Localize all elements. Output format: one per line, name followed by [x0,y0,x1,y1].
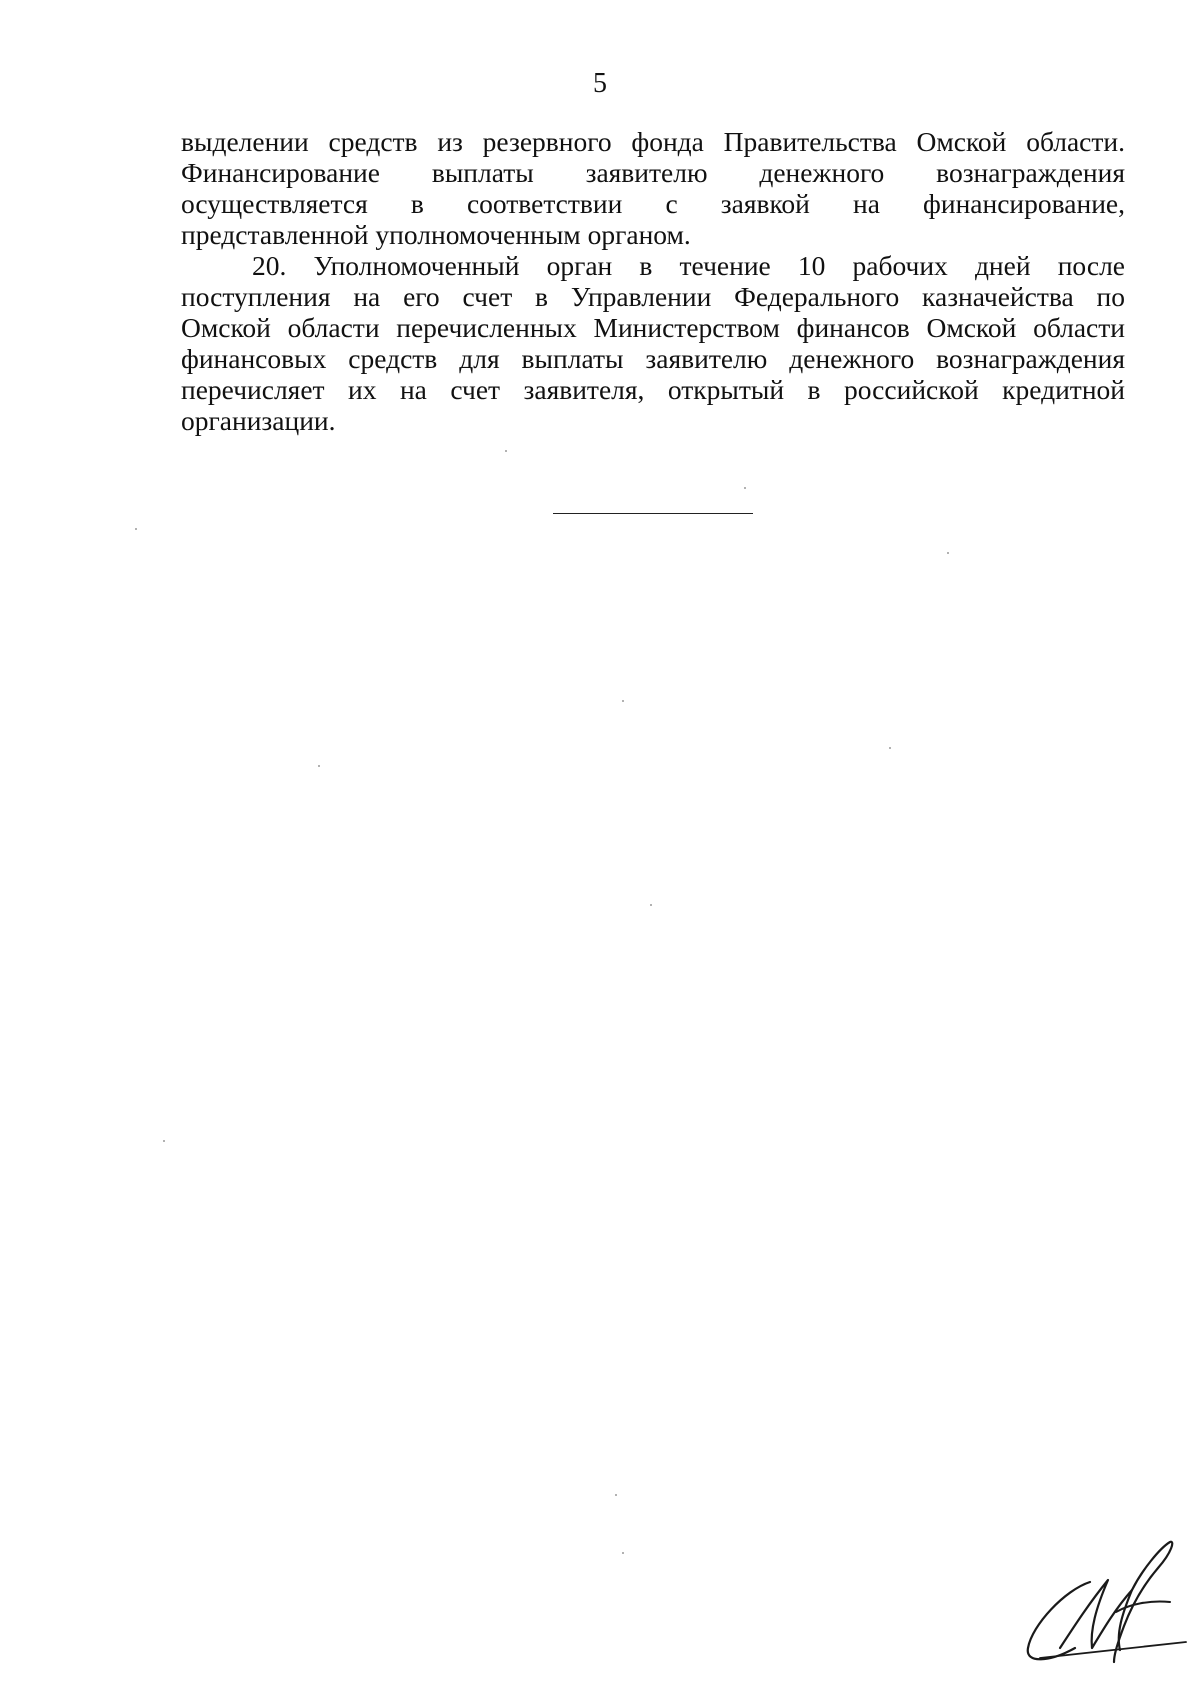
text-line: выделении средств из резервного фонда Правительства Омской области. [181,126,1125,157]
text-line: осуществляется в соответствии с заявкой на финансирование, [181,188,1125,219]
scan-speck [318,765,320,767]
scan-speck [889,747,891,749]
text-line: Омской области перечисленных Министерством финансов Омской области [181,312,1125,343]
text-line: финансовых средств для выплаты заявителю денежного вознаграждения [181,343,1125,374]
scan-speck [744,487,746,489]
text-line: организации. [181,405,336,436]
scan-speck [650,904,652,906]
page-number: 5 [593,68,607,99]
scan-speck [135,528,137,530]
text-line: 20. Уполномоченный орган в течение 10 рабочих дней после [252,250,1125,281]
scan-speck [615,1494,617,1496]
text-line: Финансирование выплаты заявителю денежного вознаграждения [181,157,1125,188]
scan-speck [622,700,624,702]
scan-speck [622,1552,624,1554]
text-line: поступления на его счет в Управлении Федерального казначейства по [181,281,1125,312]
document-body [181,126,1125,436]
text-line: перечисляет их на счет заявителя, открытый в российской кредитной [181,374,1125,405]
text-line: представленной уполномоченным органом. [181,219,691,250]
paragraph-item-20 [181,250,1125,436]
end-of-text-divider [553,513,753,514]
scan-speck [163,1140,165,1142]
scan-speck [505,450,507,452]
handwritten-signature-icon [1020,1530,1190,1670]
paragraph-funding [181,126,1125,250]
scan-speck [947,552,949,554]
